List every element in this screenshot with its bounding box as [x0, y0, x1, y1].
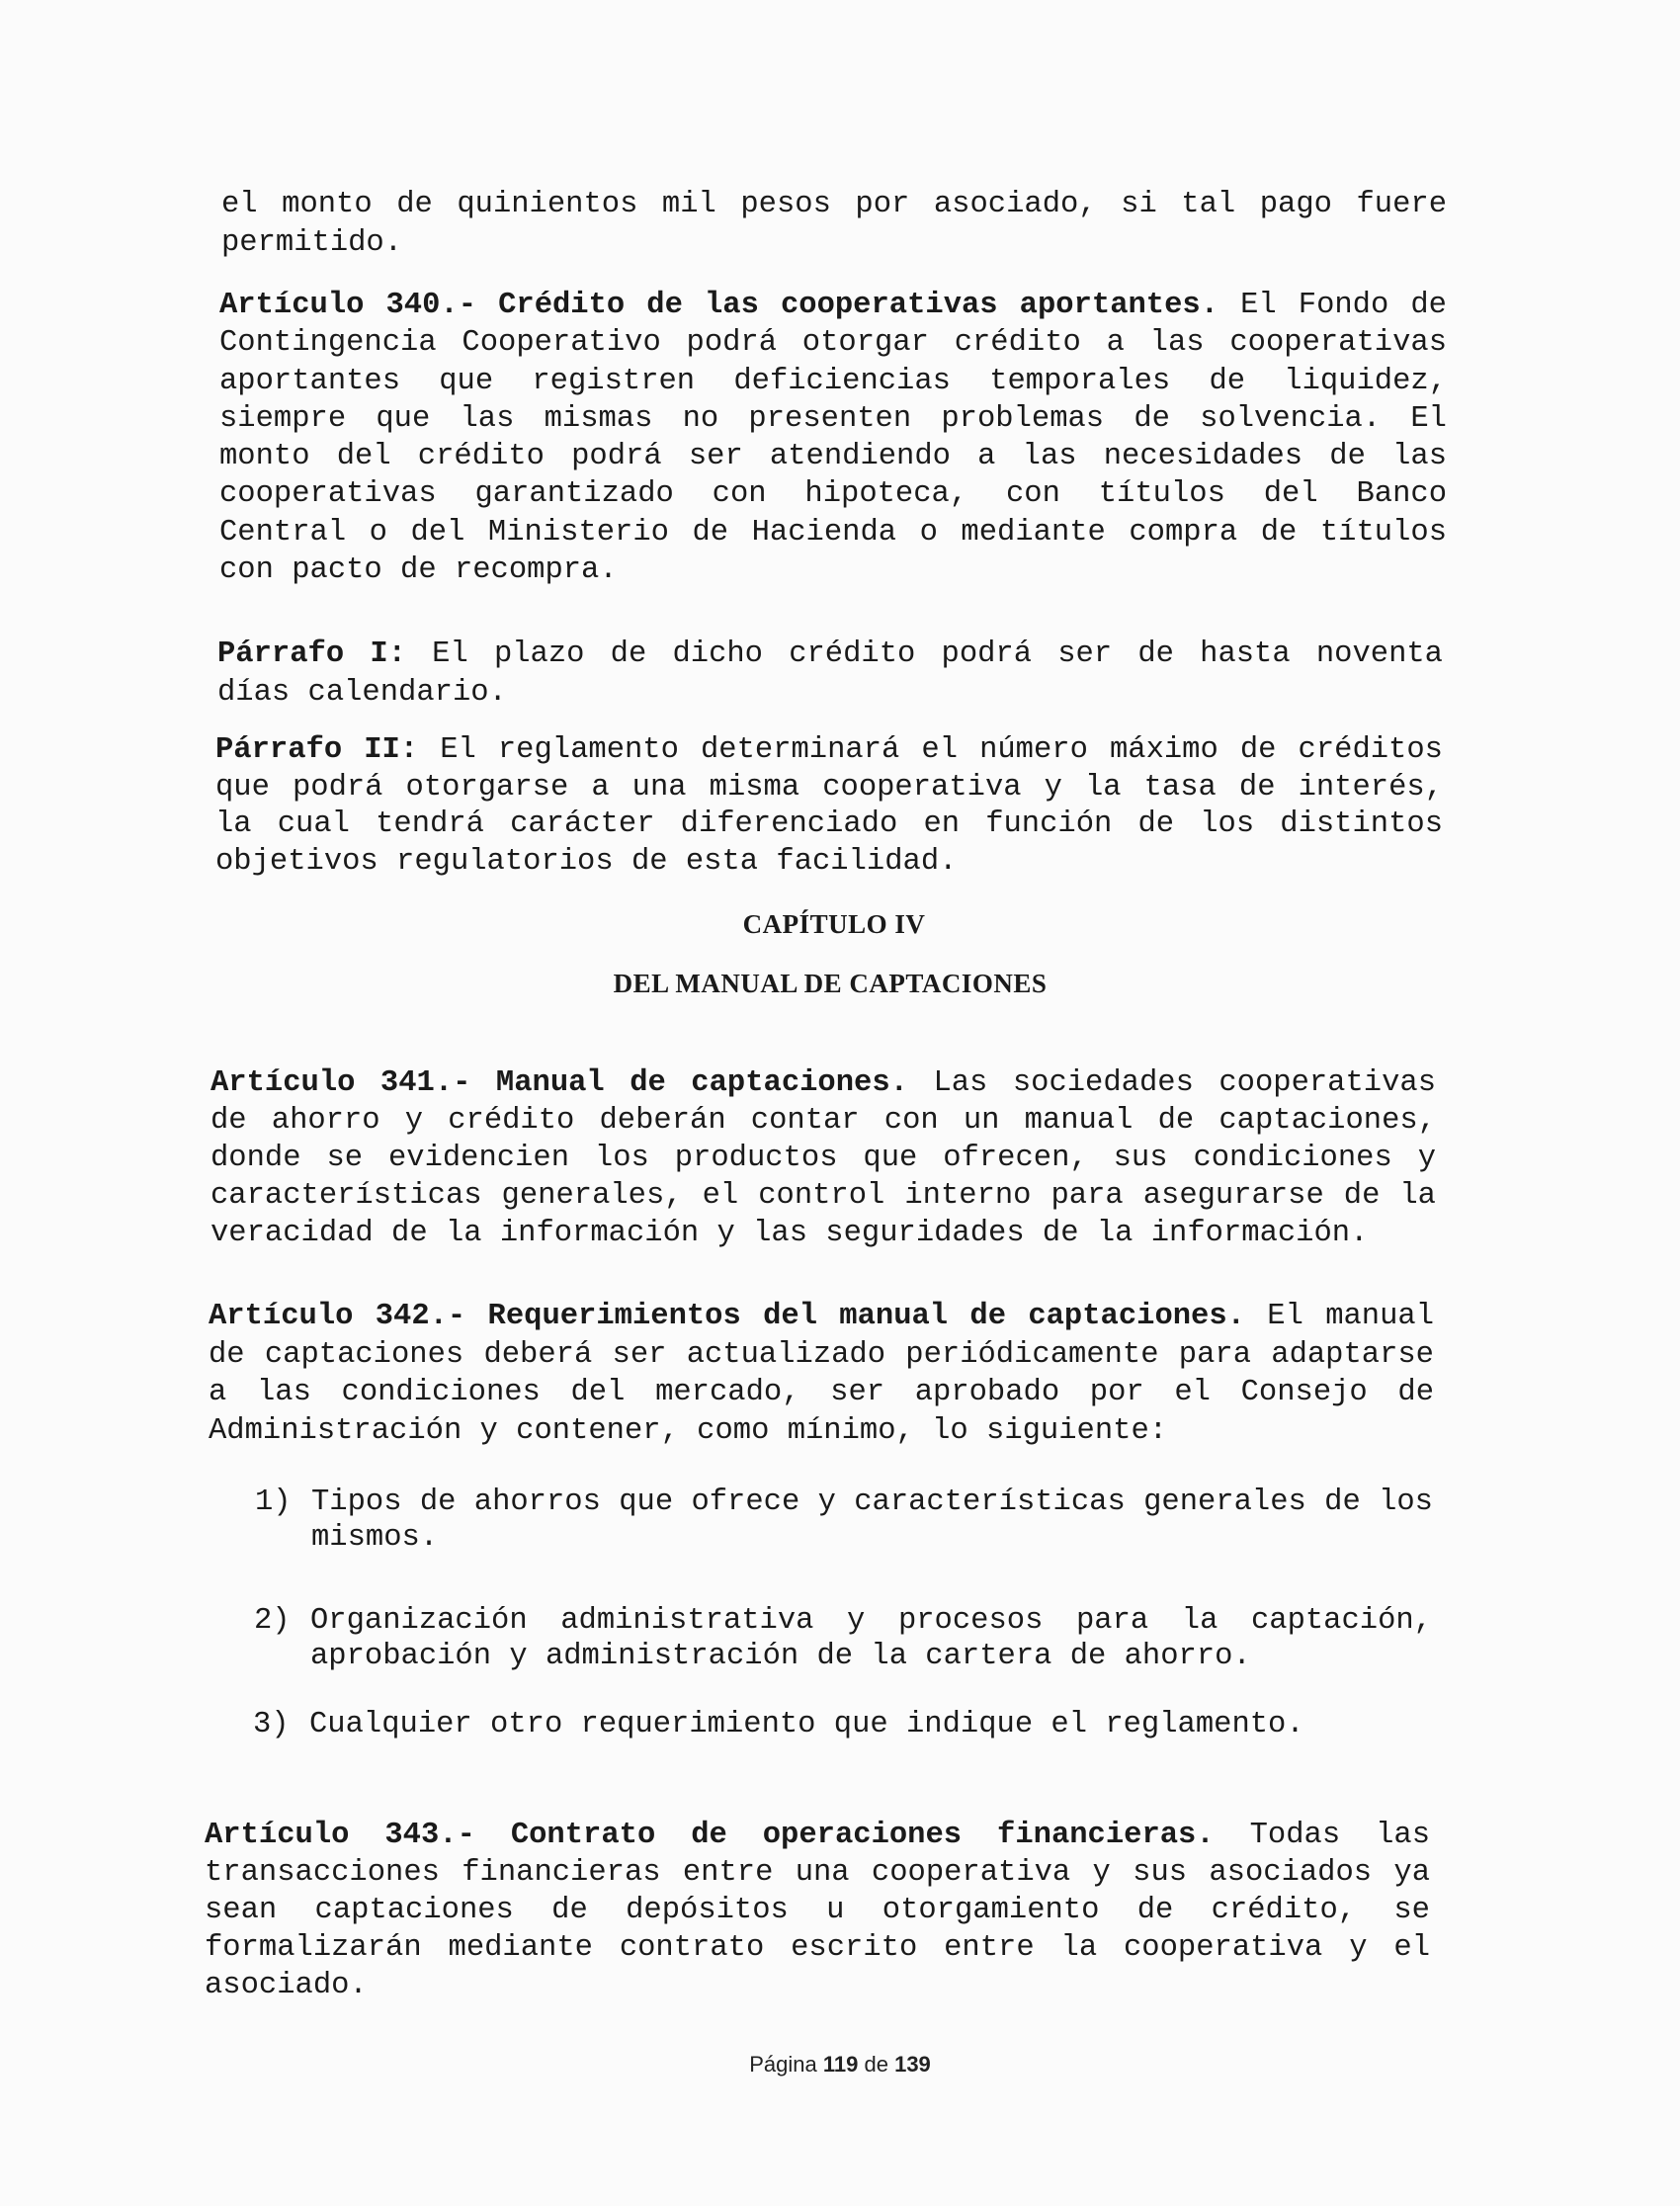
- list-item-2-number: 2): [254, 1604, 291, 1638]
- parrafo-2-label: Párrafo II:: [215, 733, 419, 767]
- list-item-3-number: 3): [253, 1708, 290, 1741]
- page-footer: [0, 2052, 1680, 2078]
- list-item-2-text: Organización administrativa y procesos para la captación, aprobación y administración de la cartera de ahorro.: [310, 1604, 1432, 1673]
- chapter-title: DEL MANUAL DE CAPTACIONES: [613, 969, 1048, 998]
- footer-total-pages: 139: [894, 2052, 931, 2077]
- parrafo-1-label: Párrafo I:: [217, 637, 406, 671]
- footer-page-word: Página: [749, 2052, 817, 2077]
- list-item-3-text: Cualquier otro requerimiento que indique el reglamento.: [309, 1708, 1304, 1741]
- article-342-title: Artículo 342.- Requerimientos del manual de captaciones.: [209, 1300, 1245, 1333]
- article-341-title: Artículo 341.- Manual de captaciones.: [210, 1066, 908, 1100]
- list-item-3: [253, 1707, 1431, 1742]
- list-item-2: [254, 1603, 1432, 1674]
- article-341-body: Las sociedades cooperativas de ahorro y crédito deberán contar con un manual de captaciones, donde se evidencien los productos que ofrecen, sus condiciones y características generales, el control interno para asegurarse de la veracidad de la información y las seguridades de la información.: [210, 1066, 1436, 1250]
- intro-paragraph: [221, 186, 1447, 262]
- article-343-body: Todas las transacciones financieras entre una cooperativa y sus asociados ya sean captaciones de depósitos u otorgamiento de crédito, se formalizarán mediante contrato escrito entre la cooperativa y el asociado.: [205, 1819, 1430, 2002]
- footer-current-page: 119: [822, 2052, 859, 2077]
- article-342: [209, 1298, 1434, 1450]
- parrafo-1: [217, 636, 1443, 712]
- parrafo-2: [215, 732, 1443, 881]
- chapter-number: CAPÍTULO IV: [742, 909, 926, 939]
- list-item-1-text: Tipos de ahorros que ofrece y características generales de los mismos.: [311, 1485, 1433, 1555]
- footer-of-word: de: [864, 2052, 888, 2077]
- article-342-body: El manual de captaciones deberá ser actualizado periódicamente para adaptarse a las condiciones del mercado, ser aprobado por el Consejo de Administración y contener, como mínimo, lo siguiente:: [209, 1300, 1435, 1448]
- intro-text: el monto de quinientos mil pesos por asociado, si tal pago fuere permitido.: [221, 188, 1447, 260]
- article-340: [219, 287, 1447, 589]
- article-343-title: Artículo 343.- Contrato de operaciones financieras.: [205, 1819, 1215, 1852]
- list-item-1-number: 1): [255, 1485, 292, 1519]
- article-341: [210, 1064, 1436, 1252]
- article-343: [205, 1817, 1430, 2004]
- list-item-1: [255, 1485, 1433, 1556]
- article-340-body: El Fondo de Contingencia Cooperativo podrá otorgar crédito a las cooperativas aportantes que registren deficiencias temporales de liquidez, siempre que las mismas no presenten problemas de solvencia. El monto del crédito podrá ser atendiendo a las necesidades de las cooperativas garantizado con hipoteca, con títulos del Banco Central o del Ministerio de Hacienda o mediante compra de títulos con pacto de recompra.: [219, 289, 1447, 588]
- article-340-title: Artículo 340.- Crédito de las cooperativas aportantes.: [219, 289, 1219, 322]
- parrafo-2-text: El reglamento determinará el número máximo de créditos que podrá otorgarse a una misma cooperativa y la tasa de interés, la cual tendrá carácter diferenciado en función de los distintos objetivos regulatorios de esta facilidad.: [215, 733, 1443, 879]
- parrafo-1-text: El plazo de dicho crédito podrá ser de hasta noventa días calendario.: [217, 637, 1443, 710]
